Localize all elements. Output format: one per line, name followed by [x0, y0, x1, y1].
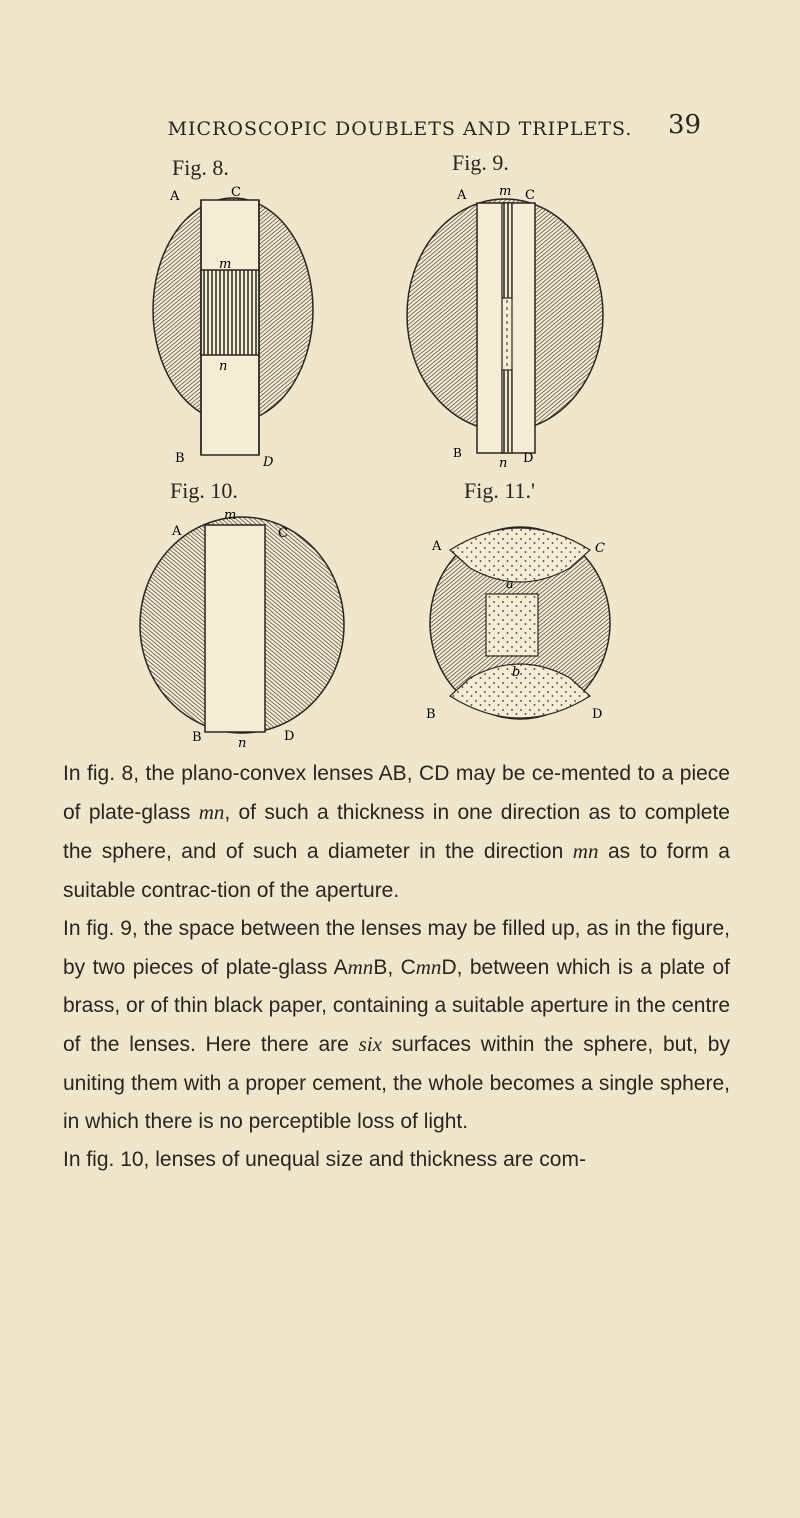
fig11-diagram	[420, 518, 620, 733]
fig9-letter-b: B	[453, 446, 462, 460]
body-text	[63, 755, 730, 1179]
fig9-letter-a: A	[457, 188, 467, 203]
fig11-letter-b: B	[426, 707, 436, 722]
fig10-letter-a: A	[172, 524, 182, 539]
fig8-letter-c: C	[231, 185, 241, 200]
fig10-letter-b: B	[192, 730, 202, 745]
paragraph-3: In fig. 10, lenses of unequal size and thickness are com-	[63, 1148, 586, 1172]
page-number: 39	[668, 110, 702, 140]
running-title: MICROSCOPIC DOUBLETS AND TRIPLETS.	[167, 118, 633, 140]
fig9-letter-n: n	[499, 456, 508, 471]
fig9-letter-m: m	[499, 184, 512, 199]
fig11-letter-a: A	[432, 539, 442, 554]
fig10-diagram	[130, 505, 370, 750]
paragraph-1: In fig. 8, the plano-convex lenses AB, CD may be ce-mented to a piece of plate-glass mn, of such a thickness in one direction as to complete the sphere, and of such a diameter in the direction mn as to form a suitable contrac-tion of the aperture.	[63, 762, 730, 902]
fig8-letter-a: A	[170, 189, 180, 204]
fig11-letter-d: D	[592, 707, 603, 722]
fig10-letter-m: m	[224, 508, 237, 523]
fig11-center	[486, 594, 538, 656]
fig9-letter-d: D	[523, 451, 534, 466]
fig10-plate-glass	[205, 525, 265, 732]
fig11-label: Fig. 11.'	[464, 478, 535, 503]
paragraph-2: In fig. 9, the space between the lenses may be filled up, as in the figure, by two pieces of plate-glass AmnB, CmnD, between which is a plate of brass, or of thin black paper, containing a suitable aperture in the centre of the lenses. Here there are six surfaces within the sphere, but, by uniting them with a proper cement, the whole becomes a single sphere, in which there is no perceptible loss of light.	[63, 916, 731, 1133]
fig10-label: Fig. 10.	[170, 478, 238, 503]
fig11-letter-a-lower: a	[506, 577, 514, 592]
fig8-letter-m: m	[219, 257, 232, 272]
fig9-letter-c: C	[525, 188, 535, 203]
fig8-label: Fig. 8.	[172, 155, 229, 180]
fig10-letter-d: D	[284, 729, 295, 744]
fig8-letter-b: B	[175, 451, 185, 466]
fig9-diagram	[395, 175, 615, 475]
fig8-letter-d: D	[263, 455, 274, 470]
fig8-diagram	[135, 180, 345, 470]
fig11-letter-c: C	[595, 541, 605, 556]
fig10-letter-n: n	[238, 736, 247, 750]
fig9-label: Fig. 9.	[452, 150, 509, 175]
fig10-letter-c: C	[278, 526, 288, 541]
fig8-aperture	[201, 270, 259, 355]
fig11-letter-b-lower: b	[512, 665, 521, 680]
fig8-letter-n: n	[219, 359, 228, 374]
